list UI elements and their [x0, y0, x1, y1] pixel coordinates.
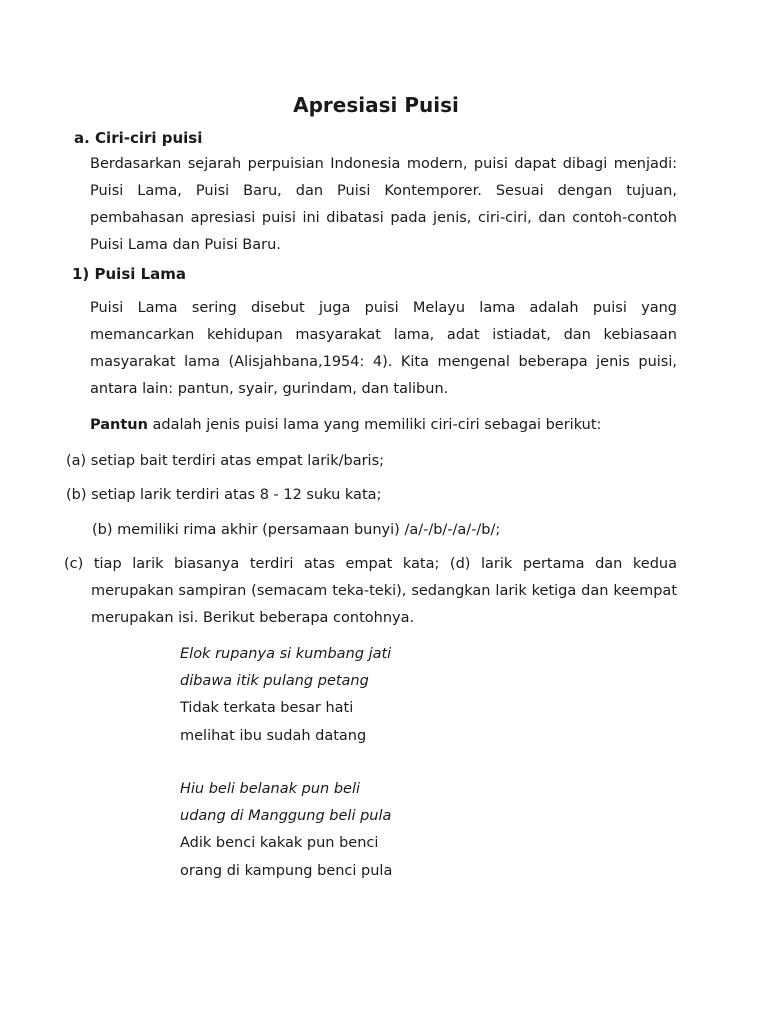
page-title: Apresiasi Puisi — [293, 93, 459, 117]
criterion-b-rhyme — [92, 520, 500, 540]
pantun-1-line: Tidak terkata besar hati — [180, 700, 354, 717]
section-a-heading: a. Ciri-ciri puisi — [74, 129, 203, 147]
pantun-2-line: orang di kampung benci pula — [180, 862, 393, 879]
pantun-1-line: dibawa itik pulang petang — [180, 673, 369, 690]
criterion-a: (a) setiap bait terdiri atas empat larik/baris; — [66, 453, 385, 469]
rhyme-pattern: /a/-/b/-/a/-/b/; — [404, 522, 501, 538]
pantun-2-line: udang di Manggung beli pula — [180, 808, 392, 825]
pantun-example-1 — [180, 641, 391, 750]
criterion-c-d: (c) tiap larik biasanya terdiri atas empat kata; (d) larik pertama dan kedua merupakan sampiran (semacam teka-teki), sedangkan larik ketiga dan keempat merupakan isi. Berikut beberapa contohnya. — [64, 556, 677, 626]
pantun-intro-text: adalah jenis puisi lama yang memiliki ciri-ciri sebagai berikut: — [147, 417, 602, 433]
pantun-2-line: Hiu beli belanak pun beli — [180, 781, 361, 797]
puisi-lama-paragraph: Puisi Lama sering disebut juga puisi Melayu lama adalah puisi yang memancarkan kehidupan masyarakat lama, adat istiadat, dan kebiasaan masyarakat lama (Alisjahbana,1954: 4). Kita mengenal beberapa jenis puisi, antara lain: pantun, syair, gurindam, dan talibun. — [90, 300, 677, 397]
criterion-b-rhyme-text: (b) memiliki rima akhir (persamaan bunyi) — [92, 522, 405, 538]
pantun-term: Pantun — [90, 417, 148, 433]
pantun-1-line: Elok rupanya si kumbang jati — [180, 646, 392, 662]
section-a-paragraph: Berdasarkan sejarah perpuisian Indonesia modern, puisi dapat dibagi menjadi: Puisi Lama, Puisi Baru, dan Puisi Kontemporer. Sesuai dengan tujuan, pembahasan apresiasi puisi ini dibatasi pada jenis, ciri-ciri, dan contoh-contoh Puisi Lama dan Puisi Baru. — [90, 156, 677, 253]
puisi-lama-heading: 1) Puisi Lama — [72, 265, 187, 283]
pantun-example-2 — [180, 776, 392, 885]
pantun-1-line: melihat ibu sudah datang — [180, 727, 367, 744]
pantun-intro — [90, 415, 601, 435]
criterion-b-syllables: (b) setiap larik terdiri atas 8 - 12 suku kata; — [66, 487, 382, 503]
pantun-2-line: Adik benci kakak pun benci — [180, 835, 379, 852]
